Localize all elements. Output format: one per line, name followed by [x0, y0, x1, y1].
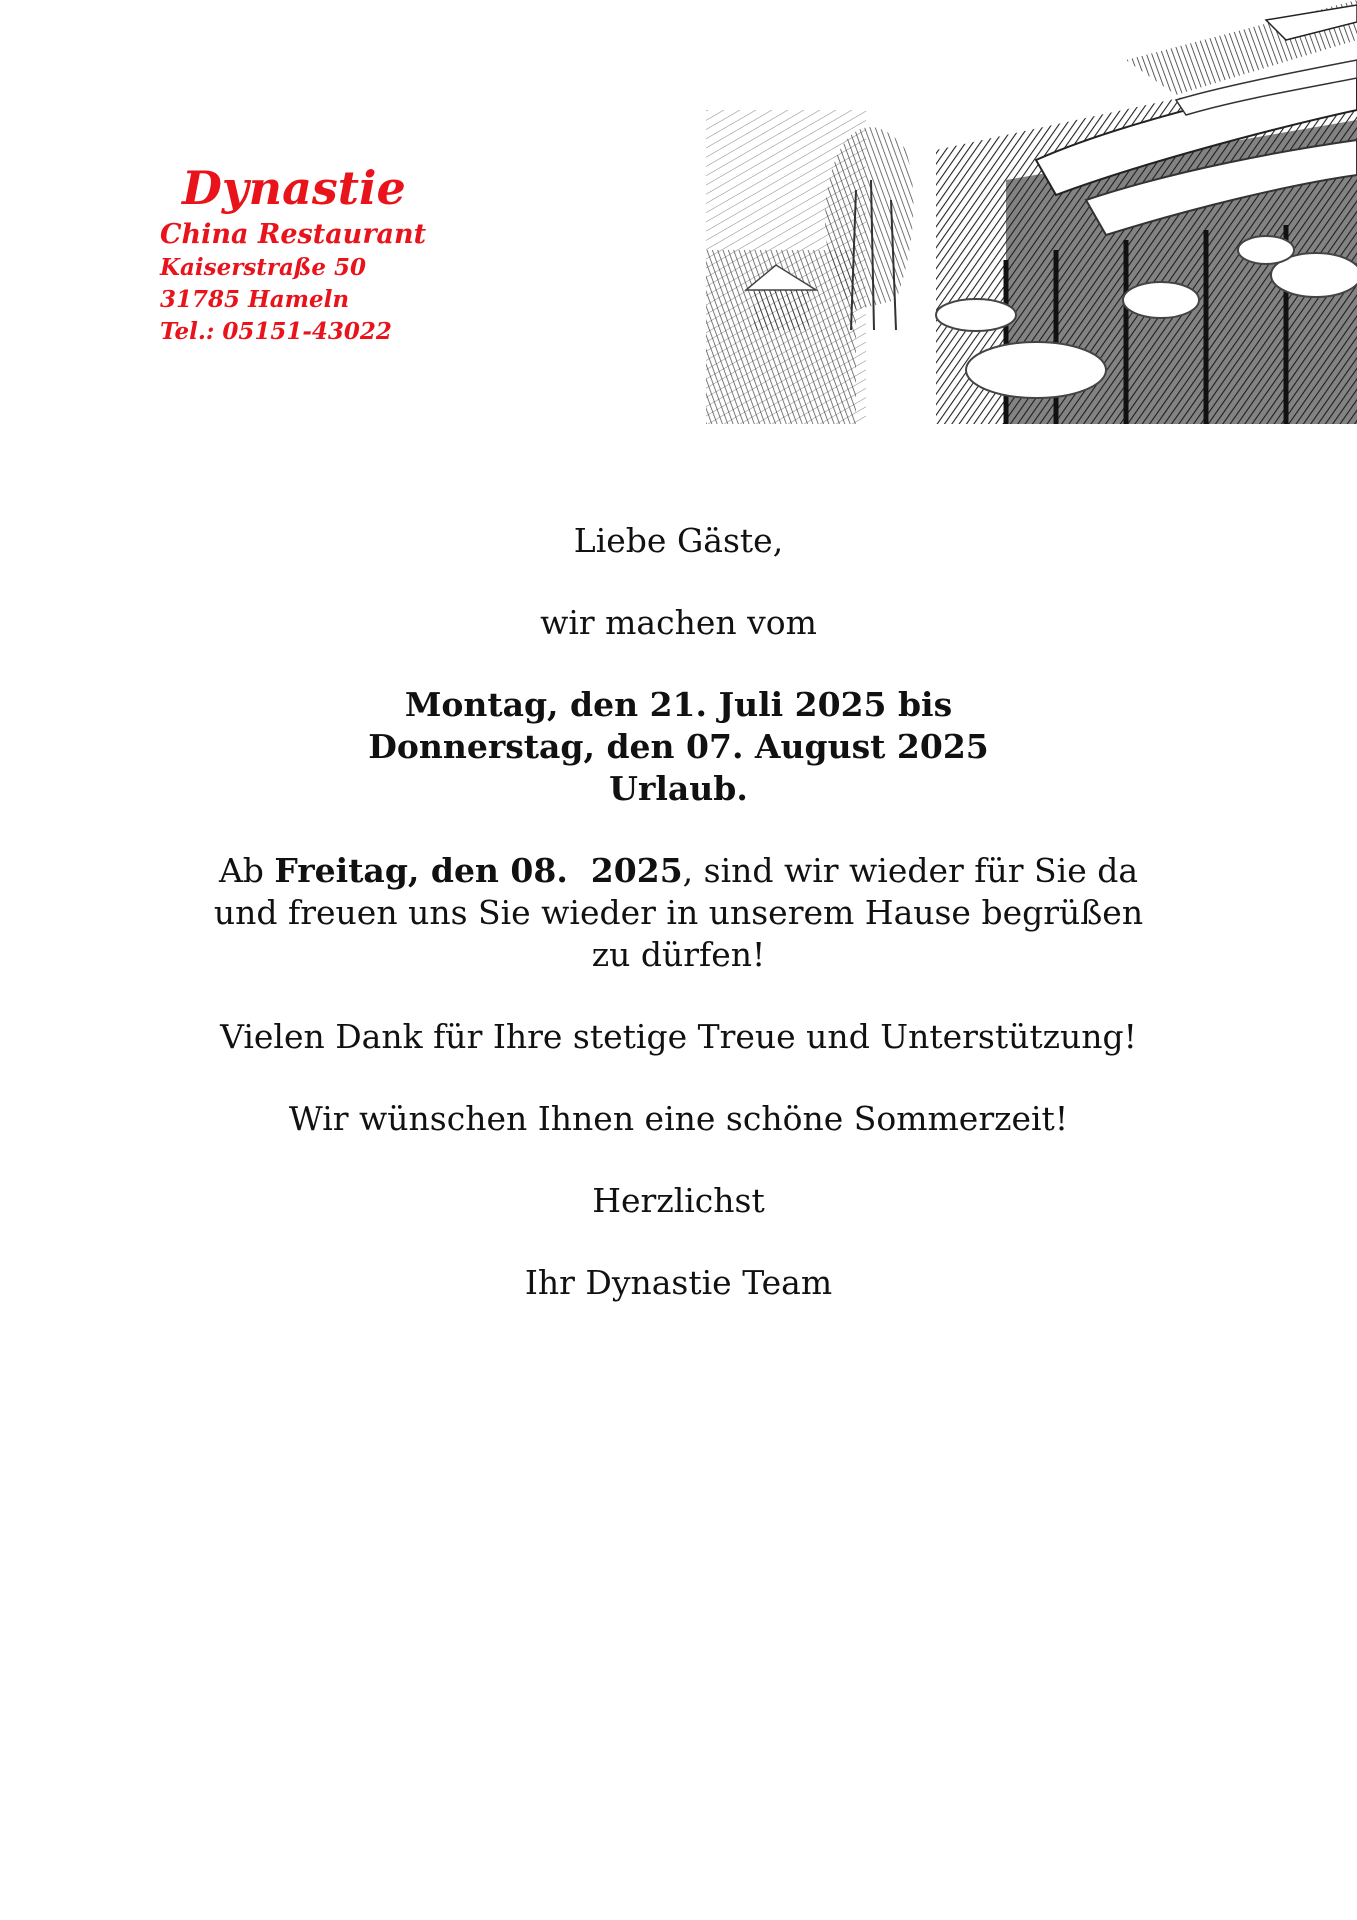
holiday-word: Urlaub.: [609, 769, 748, 808]
thanks-line: Vielen Dank für Ihre stetige Treue und Unterstützung!: [220, 1017, 1137, 1056]
restaurant-name: Dynastie: [182, 161, 406, 215]
address-city: 31785 Hameln: [160, 286, 350, 313]
restaurant-subtitle: China Restaurant: [160, 219, 427, 250]
reopen-prefix: Ab: [218, 851, 275, 890]
pagoda-sketch-icon: [706, 0, 1357, 424]
signature-line: Ihr Dynastie Team: [524, 1263, 833, 1302]
intro-line: wir machen vom: [540, 603, 817, 642]
reopen-line-2: und freuen uns Sie wieder in unserem Hause begrüßen: [213, 893, 1144, 932]
reopen-paragraph: [120, 850, 1237, 976]
holiday-end: Donnerstag, den 07. August 2025: [368, 727, 989, 766]
reopen-rest: , sind wir wieder für Sie da: [682, 851, 1139, 890]
phone-number: Tel.: 05151-43022: [160, 318, 392, 345]
holiday-start: Montag, den 21. Juli 2025 bis: [404, 685, 953, 724]
greeting: Liebe Gäste,: [573, 521, 784, 560]
closing-line: Herzlichst: [592, 1181, 765, 1220]
reopen-line-3: zu dürfen!: [591, 935, 766, 974]
address-street: Kaiserstraße 50: [160, 254, 367, 281]
reopen-date: Freitag, den 08. 2025: [274, 851, 683, 890]
letter-body: [120, 520, 1237, 1304]
wishes-line: Wir wünschen Ihnen eine schöne Sommerzeit!: [288, 1099, 1069, 1138]
holiday-dates: [120, 684, 1237, 810]
letterhead: [160, 160, 720, 348]
